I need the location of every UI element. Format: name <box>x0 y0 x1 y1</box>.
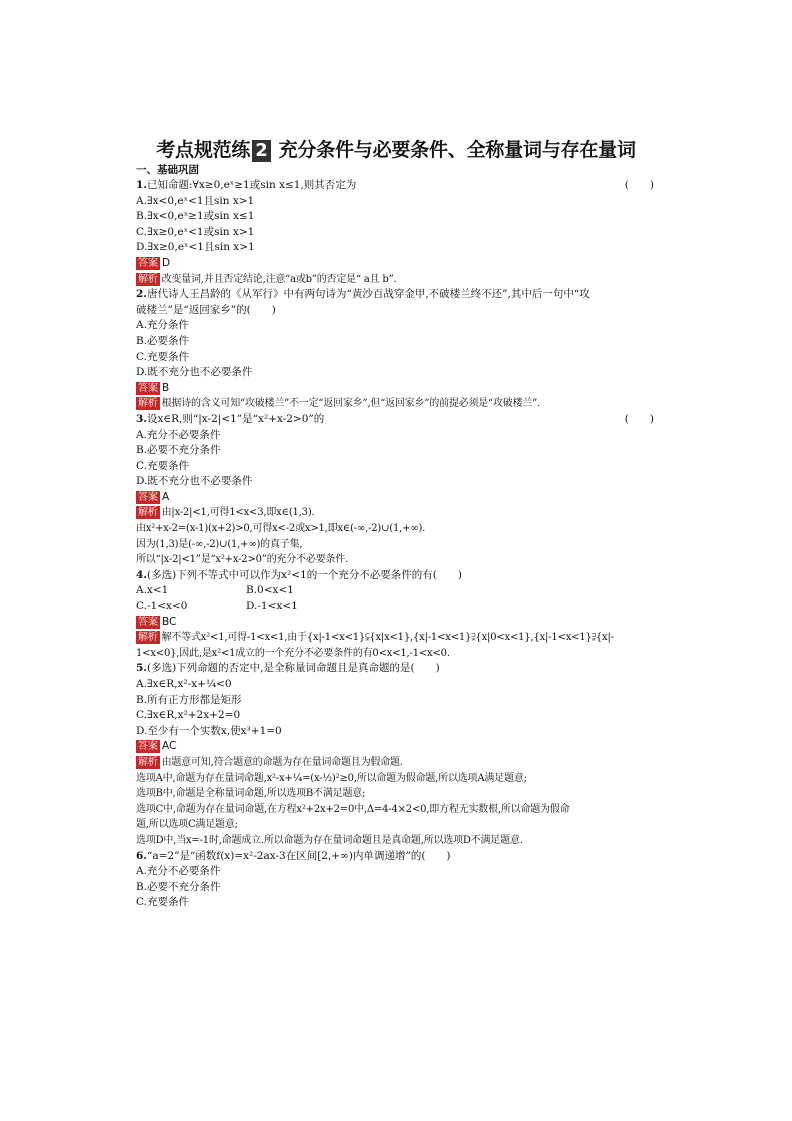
explanation-line: 解析 解不等式x²<1,可得-1<x<1,由于{x|-1<x<1}⫋{x|x<1},{x|-1<x<1}⫌{x|0<x<1},{x|-1<x<1}⫌{x|- <box>138 632 614 644</box>
explanation-tag: 解析 <box>138 756 158 768</box>
question-stem-cont: 破楼兰”是“返回家乡”的( ) <box>136 303 276 316</box>
answer-line <box>136 381 656 397</box>
option-b: B.所有正方形都是矩形 <box>136 693 242 706</box>
question-6 <box>136 849 656 911</box>
option-c: C.充要条件 <box>136 459 189 472</box>
option-a: A.∃x<0,eˣ<1且sin x>1 <box>136 194 255 207</box>
title-number-badge: 2 <box>252 140 270 162</box>
explanation-line: 选项B中,命题是全称量词命题,所以选项B不满足题意; <box>136 788 366 800</box>
option-d: D.既不充分也不必要条件 <box>136 475 253 488</box>
answer-value: B <box>162 381 170 394</box>
answer-parentheses: ( ) <box>624 179 654 191</box>
explanation-line: 题,所以选项C满足题意; <box>136 819 238 831</box>
explanation-line: 解析 由题意可知,符合题意的命题为存在量词命题且为假命题. <box>138 756 403 768</box>
option-a: A.∃x∈R,x²-x+¼<0 <box>136 678 232 690</box>
option-b: B.∃x<0,eˣ≥1或sin x≤1 <box>136 210 255 223</box>
answer-line <box>136 490 656 506</box>
question-4 <box>136 568 656 662</box>
section-heading: 一、基础巩固 <box>136 164 199 176</box>
explanation-line: 因为(1,3)是(-∞,-2)∪(1,+∞)的真子集, <box>136 538 303 550</box>
question-3 <box>136 412 656 568</box>
answer-line <box>136 256 656 272</box>
option-b: B.必要条件 <box>136 334 190 347</box>
explanation-line: 选项D中,当x=-1时,命题成立.所以命题为存在量词命题且是真命题,所以选项D不满足题意. <box>136 834 523 846</box>
option-b: B.必要不充分条件 <box>136 880 221 893</box>
options-row <box>136 599 656 615</box>
explanation-tag: 解析 <box>138 273 158 285</box>
question-stem: 5.(多选)下列命题的否定中,是全称量词命题且是真命题的是( ) <box>136 662 440 675</box>
question-1 <box>136 178 656 287</box>
option-b: B.0<x<1 <box>246 584 294 597</box>
question-stem: 4.(多选)下列不等式中可以作为x²<1的一个充分不必要条件的有( ) <box>136 568 462 581</box>
question-stem: 6.“a=2”是“函数f(x)=x²-2ax-3在区间[2,+∞)内单调递增”的( ) <box>136 849 451 862</box>
option-a: A.x<1 <box>136 584 169 597</box>
question-stem: 3.设x∈R,则“|x-2|<1”是“x²+x-2>0”的 ( ) <box>136 412 656 428</box>
answer-value: AC <box>162 740 177 753</box>
option-d: D.既不充分也不必要条件 <box>136 366 253 379</box>
explanation-tag: 解析 <box>138 507 158 519</box>
option-b: B.必要不充分条件 <box>136 444 221 457</box>
explanation-tag: 解析 <box>138 398 158 410</box>
question-stem: 1.已知命题:∀x≥0,eˣ≥1或sin x≤1,则其否定为 ( ) <box>136 178 656 194</box>
option-a: A.充分不必要条件 <box>136 428 221 441</box>
option-a: A.充分不必要条件 <box>136 865 221 878</box>
explanation-line: 由x²+x-2=(x-1)(x+2)>0,可得x<-2或x>1,即x∈(-∞,-2)∪(1,+∞). <box>136 523 426 535</box>
question-2 <box>136 287 656 412</box>
option-c: C.-1<x<0 <box>136 600 188 613</box>
question-5 <box>136 661 656 848</box>
answer-value: D <box>162 256 171 269</box>
title-prefix: 考点规范练 <box>156 139 251 161</box>
explanation-line: 解析 由|x-2|<1,可得1<x<3,即x∈(1,3). <box>138 507 315 519</box>
explanation-line: 解析 根据诗的含义可知“攻破楼兰”不一定“返回家乡”,但“返回家乡”的前提必须是“攻破楼兰”. <box>138 398 541 410</box>
exercise-page <box>136 138 656 911</box>
explanation-line: 1<x<0},因此,是x²<1成立的一个充分不必要条件的有0<x<1,-1<x<0. <box>136 647 450 659</box>
question-stem: 2.唐代诗人王昌龄的《从军行》中有两句诗为“黄沙百战穿金甲,不破楼兰终不还”,其中后一句中“攻 <box>136 288 590 301</box>
option-c: C.充要条件 <box>136 896 189 909</box>
answer-value: A <box>162 490 170 503</box>
explanation-tag: 解析 <box>138 632 158 644</box>
explanation-line: 选项A中,命题为存在量词命题,x²-x+¼=(x-½)²≥0,所以命题为假命题,所以选项A满足题意; <box>136 772 527 784</box>
answer-tag: 答案 <box>138 257 158 269</box>
option-c: C.∃x≥0,eˣ<1或sin x>1 <box>136 225 255 238</box>
option-a: A.充分条件 <box>136 319 189 332</box>
title-main: 充分条件与必要条件、全称量词与存在量词 <box>278 139 636 161</box>
option-d: D.∃x≥0,eˣ<1且sin x>1 <box>136 241 255 254</box>
option-c: C.充要条件 <box>136 350 189 363</box>
answer-value: BC <box>162 615 177 628</box>
answer-line <box>136 615 656 631</box>
answer-tag: 答案 <box>138 741 158 753</box>
explanation-line: 所以“|x-2|<1”是“x²+x-2>0”的充分不必要条件. <box>136 554 349 566</box>
option-d: D.至少有一个实数x,使x³+1=0 <box>136 724 282 737</box>
answer-tag: 答案 <box>138 616 158 628</box>
explanation-line: 解析 改变量词,并且否定结论,注意“a或b”的否定是“ a且 b”. <box>138 273 397 285</box>
answer-tag: 答案 <box>138 491 158 503</box>
answer-line <box>136 739 656 755</box>
options-row <box>136 583 656 599</box>
page-title <box>136 138 656 162</box>
answer-parentheses: ( ) <box>624 412 654 425</box>
option-d: D.-1<x<1 <box>246 600 298 613</box>
option-c: C.∃x∈R,x²+2x+2=0 <box>136 709 241 722</box>
explanation-line: 选项C中,命题为存在量词命题,在方程x²+2x+2=0中,Δ=4-4×2<0,即方程无实数根,所以命题为假命 <box>136 803 570 815</box>
answer-tag: 答案 <box>138 382 158 394</box>
